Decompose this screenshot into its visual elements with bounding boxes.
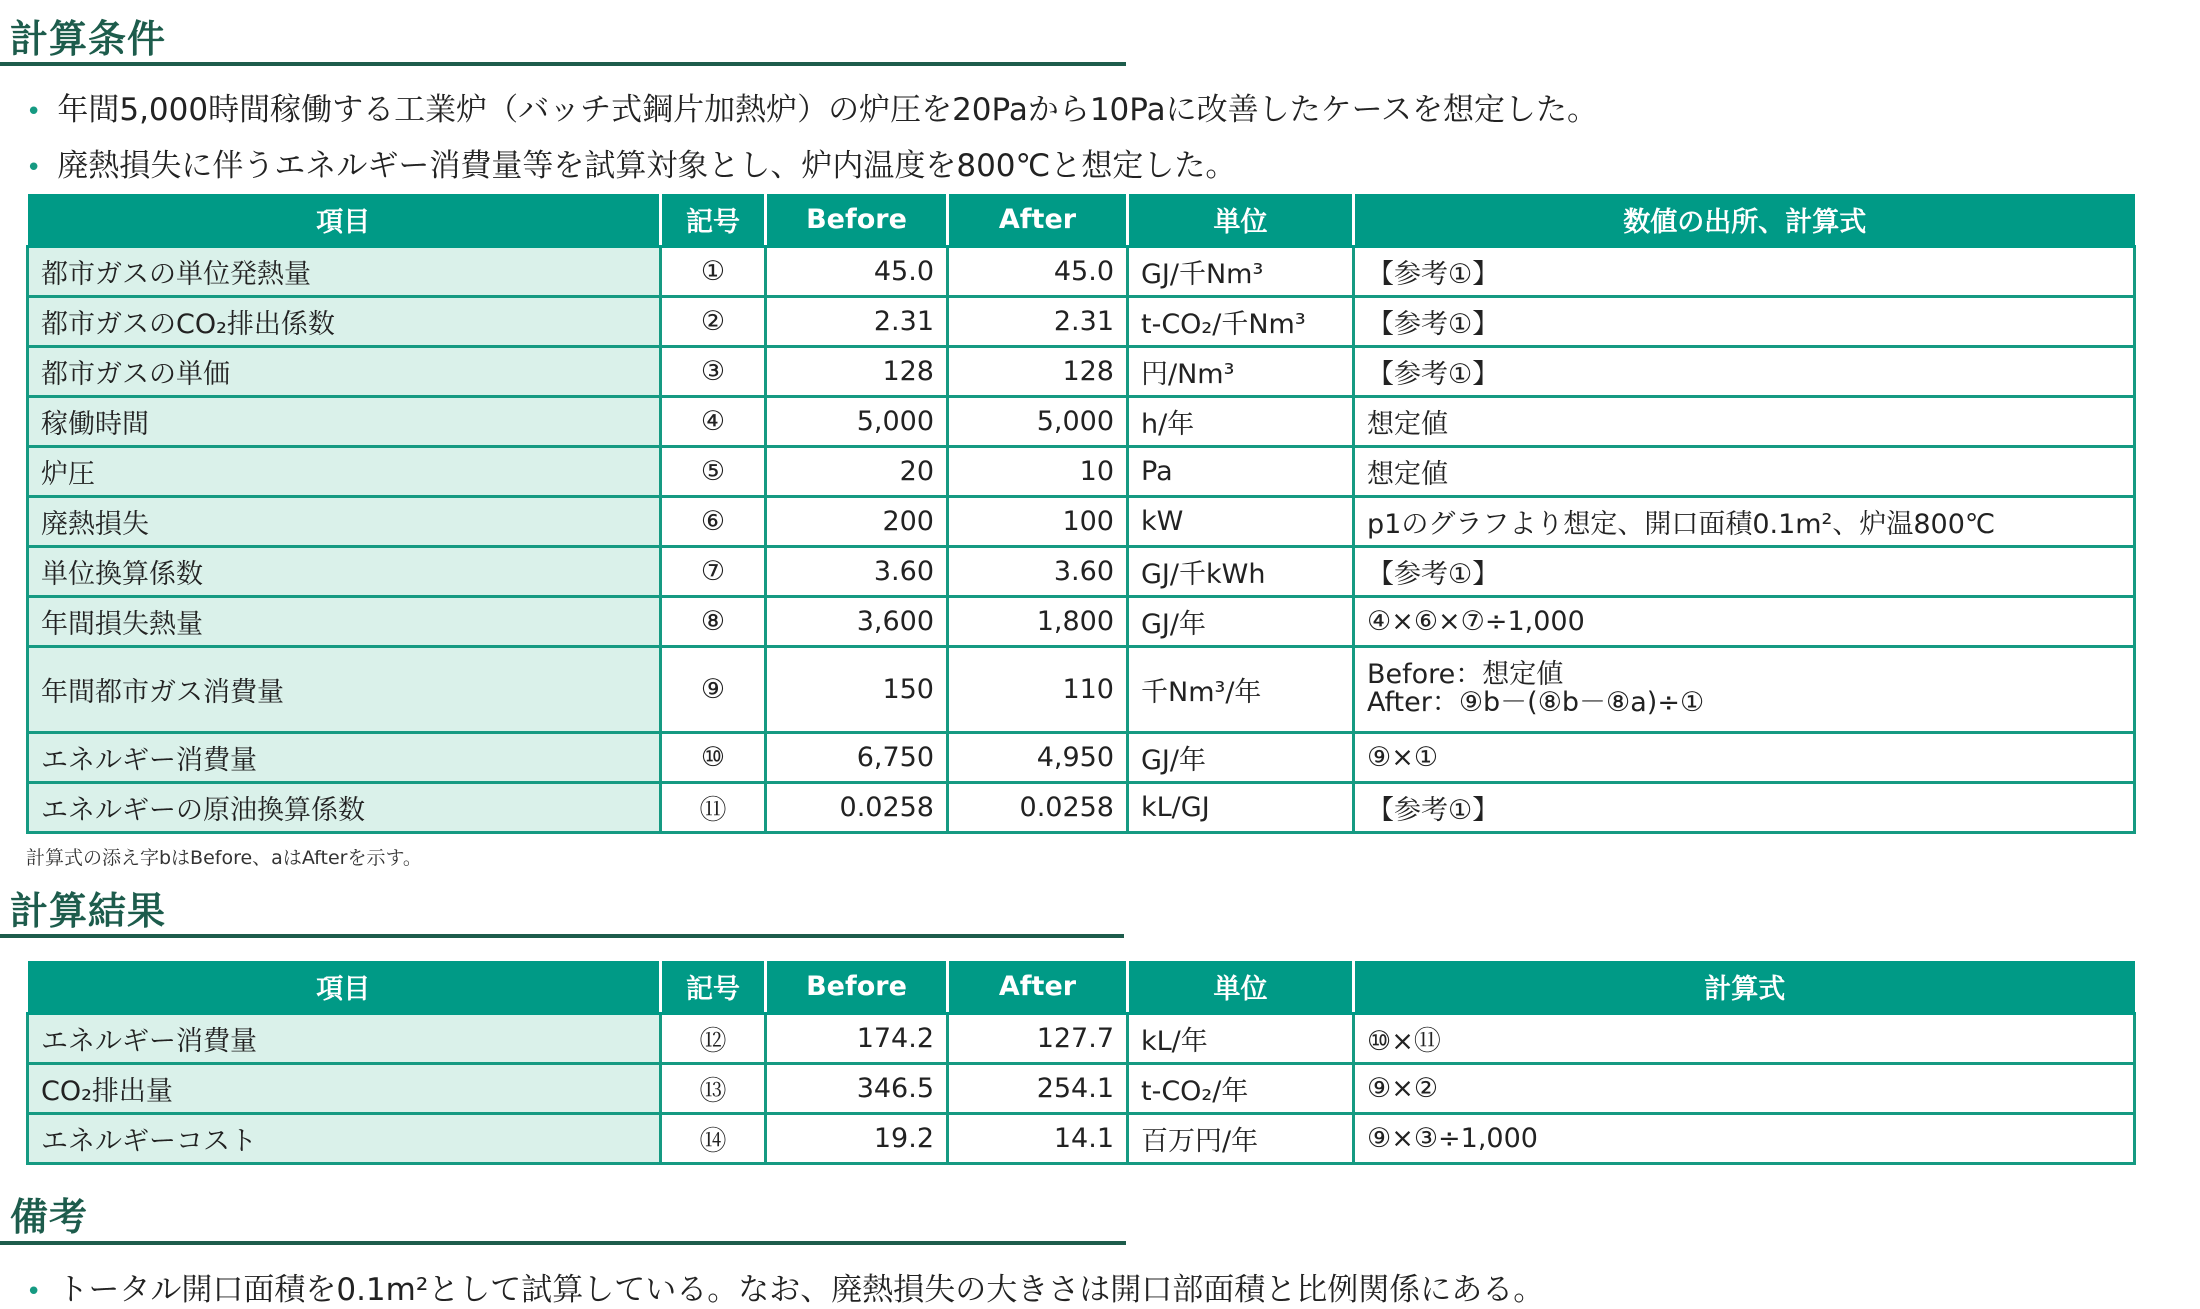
symbol-cell: ⑪ [661, 782, 766, 832]
item-cell: 廃熱損失 [28, 496, 661, 546]
remark-bullet [26, 1264, 1544, 1309]
table-row [28, 1063, 2135, 1113]
formula-cell: 【参考①】 [1354, 546, 2135, 596]
before-cell: 128 [766, 346, 948, 396]
after-cell: 5,000 [948, 396, 1128, 446]
formula-line: After：⑨b－(⑧b－⑧a)÷① [1367, 687, 1705, 718]
after-cell: 254.1 [948, 1063, 1128, 1113]
item-cell: 年間損失熱量 [28, 596, 661, 646]
table-row [28, 1013, 2135, 1063]
table-row [28, 496, 2135, 546]
after-cell: 10 [948, 446, 1128, 496]
table-row [28, 346, 2135, 396]
formula-cell: 想定値 [1354, 396, 2135, 446]
item-cell: エネルギー消費量 [28, 732, 661, 782]
formula-cell [1354, 646, 2135, 732]
item-cell: エネルギー消費量 [28, 1013, 661, 1063]
item-cell: 単位換算係数 [28, 546, 661, 596]
bullet-1 [26, 84, 1598, 129]
column-header: 単位 [1128, 961, 1354, 1013]
item-cell: 都市ガスの単位発熱量 [28, 246, 661, 296]
item-cell: 稼働時間 [28, 396, 661, 446]
after-cell: 127.7 [948, 1013, 1128, 1063]
formula-cell: ⑨×③÷1,000 [1354, 1113, 2135, 1163]
unit-cell: GJ/年 [1128, 596, 1354, 646]
unit-cell: 百万円/年 [1128, 1113, 1354, 1163]
item-cell: 年間都市ガス消費量 [28, 646, 661, 732]
table-row [28, 446, 2135, 496]
table-row [28, 396, 2135, 446]
unit-cell: GJ/千Nm³ [1128, 246, 1354, 296]
after-cell: 100 [948, 496, 1128, 546]
formula-cell: ④×⑥×⑦÷1,000 [1354, 596, 2135, 646]
after-cell: 1,800 [948, 596, 1128, 646]
column-header: After [948, 194, 1128, 246]
results-table [26, 961, 2136, 1165]
before-cell: 2.31 [766, 296, 948, 346]
before-cell: 6,750 [766, 732, 948, 782]
unit-cell: kL/年 [1128, 1013, 1354, 1063]
before-cell: 0.0258 [766, 782, 948, 832]
column-header: Before [766, 961, 948, 1013]
unit-cell: kL/GJ [1128, 782, 1354, 832]
column-header: 単位 [1128, 194, 1354, 246]
symbol-cell: ⑤ [661, 446, 766, 496]
after-cell: 2.31 [948, 296, 1128, 346]
before-cell: 3.60 [766, 546, 948, 596]
before-cell: 150 [766, 646, 948, 732]
item-cell: 都市ガスのCO₂排出係数 [28, 296, 661, 346]
before-cell: 174.2 [766, 1013, 948, 1063]
bullet-icon: • [26, 97, 42, 127]
table-row [28, 646, 2135, 732]
table-row [28, 596, 2135, 646]
unit-cell: 千Nm³/年 [1128, 646, 1354, 732]
bullet-icon: • [26, 153, 42, 183]
unit-cell: kW [1128, 496, 1354, 546]
table-row [28, 1113, 2135, 1163]
bullet-2 [26, 140, 1236, 185]
column-header: 数値の出所、計算式 [1354, 194, 2135, 246]
symbol-cell: ③ [661, 346, 766, 396]
formula-cell: ⑩×⑪ [1354, 1013, 2135, 1063]
section-title-conditions: 計算条件 [10, 17, 167, 61]
symbol-cell: ⑧ [661, 596, 766, 646]
item-cell: エネルギーコスト [28, 1113, 661, 1163]
unit-cell: Pa [1128, 446, 1354, 496]
after-cell: 3.60 [948, 546, 1128, 596]
divider [0, 62, 1126, 66]
unit-cell: h/年 [1128, 396, 1354, 446]
item-cell: 都市ガスの単価 [28, 346, 661, 396]
symbol-cell: ② [661, 296, 766, 346]
column-header: Before [766, 194, 948, 246]
formula-cell: 【参考①】 [1354, 782, 2135, 832]
bullet-text: トータル開口面積を0.1m²として試算している。なお、廃熱損失の大きさは開口部面積と比例関係にある。 [57, 1272, 1545, 1308]
formula-cell: ⑨×① [1354, 732, 2135, 782]
symbol-cell: ⑨ [661, 646, 766, 732]
after-cell: 14.1 [948, 1113, 1128, 1163]
bullet-text: 廃熱損失に伴うエネルギー消費量等を試算対象とし、炉内温度を800℃と想定した。 [57, 148, 1237, 184]
after-cell: 4,950 [948, 732, 1128, 782]
column-header: 記号 [661, 194, 766, 246]
formula-cell: p1のグラフより想定、開口面積0.1m²、炉温800℃ [1354, 496, 2135, 546]
item-cell: エネルギーの原油換算係数 [28, 782, 661, 832]
symbol-cell: ④ [661, 396, 766, 446]
section-title-remarks: 備考 [10, 1195, 89, 1239]
symbol-cell: ⑫ [661, 1013, 766, 1063]
symbol-cell: ⑩ [661, 732, 766, 782]
item-cell: CO₂排出量 [28, 1063, 661, 1113]
table-row [28, 246, 2135, 296]
footnote: 計算式の添え字bはBefore、aはAfterを示す。 [26, 847, 422, 869]
bullet-icon: • [26, 1277, 42, 1307]
after-cell: 45.0 [948, 246, 1128, 296]
after-cell: 0.0258 [948, 782, 1128, 832]
unit-cell: GJ/千kWh [1128, 546, 1354, 596]
table-row [28, 732, 2135, 782]
before-cell: 200 [766, 496, 948, 546]
formula-cell: ⑨×② [1354, 1063, 2135, 1113]
divider [0, 934, 1124, 938]
table-row [28, 546, 2135, 596]
divider [0, 1241, 1126, 1245]
column-header: 記号 [661, 961, 766, 1013]
symbol-cell: ⑭ [661, 1113, 766, 1163]
unit-cell: t-CO₂/千Nm³ [1128, 296, 1354, 346]
table-row [28, 782, 2135, 832]
section-title-results: 計算結果 [10, 889, 167, 933]
after-cell: 128 [948, 346, 1128, 396]
before-cell: 3,600 [766, 596, 948, 646]
formula-line: Before：想定値 [1367, 658, 1564, 690]
symbol-cell: ① [661, 246, 766, 296]
bullet-text: 年間5,000時間稼働する工業炉（バッチ式鋼片加熱炉）の炉圧を20Paから10Paに改善したケースを想定した。 [57, 92, 1599, 128]
formula-cell: 【参考①】 [1354, 346, 2135, 396]
before-cell: 346.5 [766, 1063, 948, 1113]
unit-cell: 円/Nm³ [1128, 346, 1354, 396]
symbol-cell: ⑬ [661, 1063, 766, 1113]
column-header: 項目 [28, 194, 661, 246]
column-header: 項目 [28, 961, 661, 1013]
after-cell: 110 [948, 646, 1128, 732]
unit-cell: GJ/年 [1128, 732, 1354, 782]
formula-cell: 【参考①】 [1354, 246, 2135, 296]
unit-cell: t-CO₂/年 [1128, 1063, 1354, 1113]
before-cell: 19.2 [766, 1113, 948, 1163]
column-header: After [948, 961, 1128, 1013]
symbol-cell: ⑦ [661, 546, 766, 596]
before-cell: 20 [766, 446, 948, 496]
before-cell: 45.0 [766, 246, 948, 296]
formula-cell: 【参考①】 [1354, 296, 2135, 346]
conditions-table [26, 194, 2136, 834]
formula-cell: 想定値 [1354, 446, 2135, 496]
before-cell: 5,000 [766, 396, 948, 446]
table-row [28, 296, 2135, 346]
symbol-cell: ⑥ [661, 496, 766, 546]
item-cell: 炉圧 [28, 446, 661, 496]
column-header: 計算式 [1354, 961, 2135, 1013]
